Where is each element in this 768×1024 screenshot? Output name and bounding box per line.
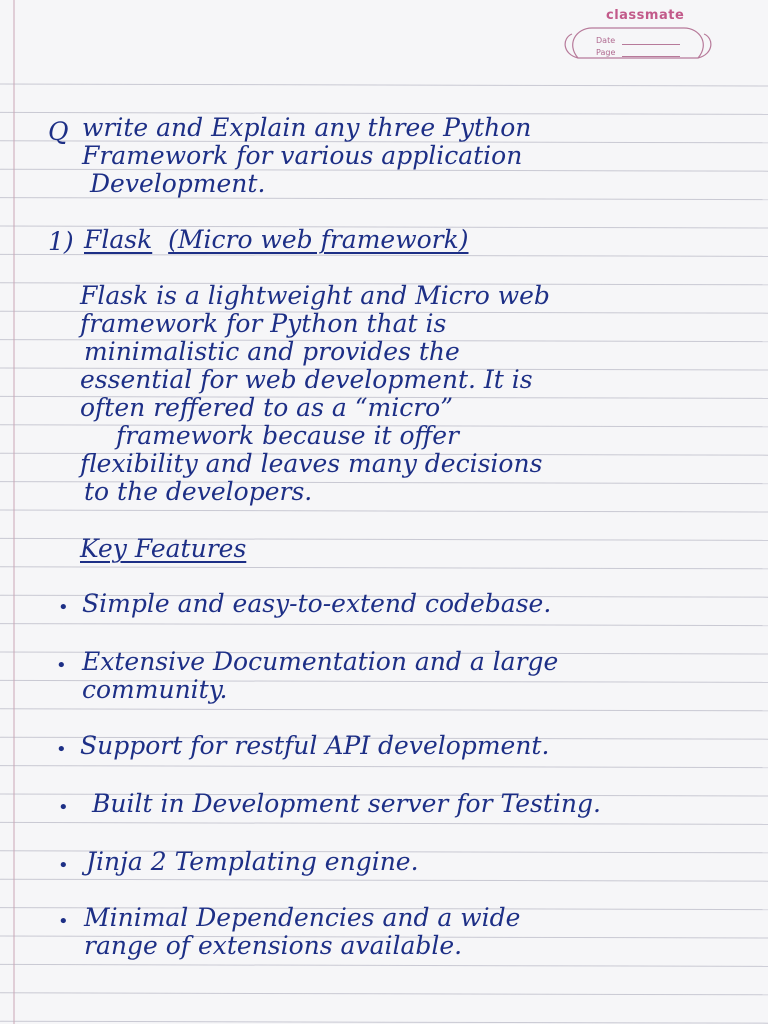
body-line-2: framework for Python that is <box>80 309 447 338</box>
rule-line <box>0 84 768 86</box>
heading-micro-web-framework: (Micro web framework) <box>168 225 469 254</box>
date-label: Date <box>596 36 616 45</box>
body-line-3: minimalistic and provides the <box>84 337 460 366</box>
body-line-7: flexibility and leaves many decisions <box>80 449 543 478</box>
rule-line <box>0 1021 768 1023</box>
date-rule <box>622 44 680 45</box>
rule-line <box>0 993 768 995</box>
rule-line <box>0 254 768 256</box>
feature-2-line-1: Extensive Documentation and a large <box>82 647 559 676</box>
section-heading <box>84 226 469 254</box>
body-line-1: Flask is a lightweight and Micro web <box>80 281 550 310</box>
feature-2-line-2: community. <box>82 675 228 704</box>
feature-3: Support for restful API development. <box>80 731 550 760</box>
question-line-2: Framework for various application <box>82 141 523 170</box>
bullet-icon: • <box>58 597 69 618</box>
rule-line <box>0 567 768 569</box>
page-rule <box>622 56 680 57</box>
feature-4: Built in Development server for Testing. <box>92 789 601 818</box>
body-line-4: essential for web development. It is <box>80 365 533 394</box>
rule-line <box>0 879 768 881</box>
rule-line <box>0 510 768 512</box>
question-line-3: Development. <box>90 169 266 198</box>
rule-line <box>0 624 768 626</box>
key-features-heading: Key Features <box>80 534 247 563</box>
bullet-icon: • <box>58 911 69 932</box>
brand-logo: classmate <box>606 8 685 23</box>
bullet-icon: • <box>56 739 67 760</box>
rule-line <box>0 766 768 768</box>
body-line-8: to the developers. <box>84 477 313 506</box>
rule-line <box>0 709 768 711</box>
section-number: 1) <box>48 227 74 256</box>
bullet-icon: • <box>58 855 69 876</box>
feature-5: Jinja 2 Templating engine. <box>86 847 419 876</box>
page-label: Page <box>596 48 616 57</box>
bullet-icon: • <box>56 655 67 676</box>
feature-6-line-2: range of extensions available. <box>84 931 463 960</box>
body-line-6: framework because it offer <box>116 421 459 450</box>
heading-flask: Flask <box>84 225 153 254</box>
question-line-1: write and Explain any three Python <box>82 113 532 142</box>
question-marker: Q <box>48 117 69 146</box>
rule-line <box>0 964 768 966</box>
feature-6-line-1: Minimal Dependencies and a wide <box>84 903 521 932</box>
feature-1: Simple and easy-to-extend codebase. <box>82 589 552 618</box>
body-line-5: often reffered to as a “micro” <box>80 393 453 422</box>
bullet-icon: • <box>58 797 69 818</box>
rule-line <box>0 822 768 824</box>
classmate-date-box <box>558 4 718 74</box>
